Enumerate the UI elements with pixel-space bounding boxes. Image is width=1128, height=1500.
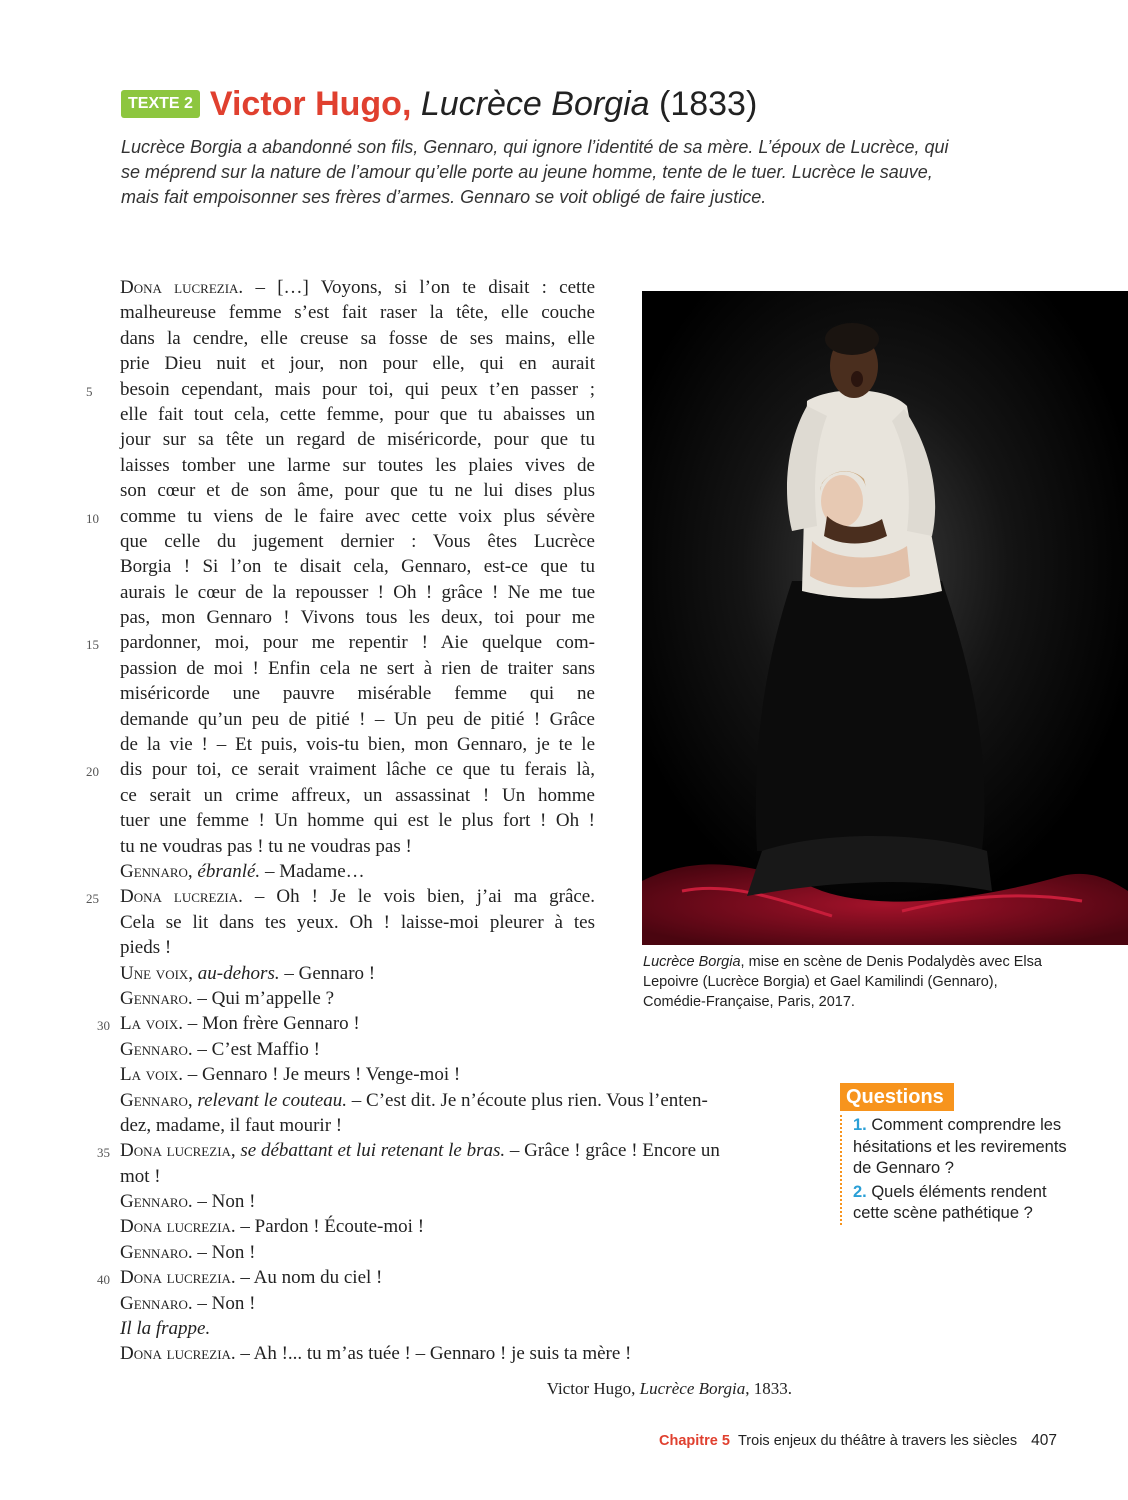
question-number: 2.: [853, 1182, 867, 1201]
line-number: 40: [97, 1272, 110, 1288]
text-line: [120, 1240, 795, 1265]
speaker: Dona lucrezia.: [120, 277, 244, 298]
footer-chapter: Chapitre 5: [659, 1433, 730, 1449]
question-item: [853, 1115, 1070, 1180]
questions-box: [840, 1083, 1070, 1227]
text-line: [120, 1062, 795, 1087]
line-text: – Non !: [192, 1241, 256, 1263]
line-text: – Non !: [192, 1191, 256, 1213]
text-line: [120, 554, 595, 579]
line-text: – Ah !... tu m’as tuée ! – Gennaro ! je suis ta mère !: [235, 1343, 632, 1365]
line-text: ce serait un crime affreux, un assassinat ! Un homme: [120, 784, 595, 806]
speaker: Dona lucrezia.: [120, 1343, 236, 1365]
line-text: – Pardon ! Écoute-moi !: [235, 1216, 425, 1238]
line-number: 35: [97, 1145, 110, 1161]
line-text: pieds !: [120, 937, 172, 959]
title-year: (1833): [659, 85, 758, 123]
question-item: [853, 1182, 1070, 1225]
text-line: [120, 351, 595, 376]
line-text: – Au nom du ciel !: [235, 1267, 383, 1289]
text-line: [120, 605, 595, 630]
text-header: [121, 84, 757, 124]
speaker: Gennaro.: [120, 987, 193, 1009]
attr-author: Victor Hugo,: [546, 1379, 640, 1398]
line-text: tuer une femme ! Un homme qui est le plus fort ! Oh !: [120, 810, 595, 832]
text-line: Gennaro, relevant le couteau. – C’est dit. Je n’écoute plus rien. Vous l’enten-: [120, 1089, 708, 1111]
line-text: laisses tomber une larme sur toutes les plaies vives de: [120, 454, 595, 476]
stage-direction: ébranlé.: [197, 860, 261, 882]
line-text: – Madame…: [260, 860, 365, 882]
question-text: Quels éléments rendent cette scène pathétique ?: [853, 1182, 1047, 1222]
text-line: [120, 275, 595, 300]
speaker: Gennaro.: [120, 1038, 193, 1060]
line-number: 10: [86, 510, 99, 526]
text-line: [97, 1011, 795, 1036]
text-line: [86, 884, 595, 909]
line-text: dez, madame, il faut mourir !: [120, 1114, 343, 1136]
line-text: – C’est Maffio !: [192, 1038, 320, 1060]
text-line: [120, 681, 595, 706]
line-text: prie Dieu nuit et jour, non pour elle, qui en aurait: [120, 353, 595, 375]
line-text: dis pour toi, ce serait vraiment lâche ce que tu ferais là,: [120, 759, 595, 781]
title-author: Victor Hugo,: [209, 85, 412, 123]
speaker: Une voix,: [120, 962, 194, 984]
text-line: [120, 326, 595, 351]
text-line: [120, 580, 595, 605]
line-text: Cela se lit dans tes yeux. Oh ! laisse-moi pleurer à tes: [120, 911, 595, 933]
text-line: [120, 1341, 795, 1366]
attr-work: Lucrèce Borgia: [639, 1379, 746, 1398]
line-text: elle fait tout cela, cette femme, pour que tu abaisses un: [120, 403, 595, 425]
line-text: demande qu’un peu de pitié ! – Un peu de pitié ! Grâce: [120, 708, 595, 730]
text-line: [120, 478, 595, 503]
speaker: Gennaro: [120, 1089, 188, 1111]
speaker: Dona lucrezia,: [120, 1140, 236, 1162]
line-text: mot !: [120, 1165, 161, 1187]
text-line: [120, 1113, 795, 1138]
line-text: – Non !: [192, 1292, 256, 1314]
photo-caption: [643, 952, 1063, 1012]
attr-year: , 1833.: [745, 1379, 792, 1398]
line-text: pas, mon Gennaro ! Vivons tous les deux, toi pour me: [120, 607, 595, 629]
line-text: son cœur et de son âme, pour que tu ne lui dises plus: [120, 480, 595, 502]
line-text: tu ne voudras pas ! tu ne voudras pas !: [120, 835, 412, 857]
line-number: 20: [86, 764, 99, 780]
page-title: [210, 84, 757, 124]
text-line: [120, 427, 595, 452]
line-text: pardonner, moi, pour me repentir ! Aie quelque com-: [120, 632, 595, 654]
line-number: 25: [86, 891, 99, 907]
text-line: [120, 1214, 795, 1239]
line-text: – C’est dit. Je n’écoute plus rien. Vous l’enten-: [347, 1089, 708, 1111]
text-line: [86, 377, 595, 402]
speaker: Dona lucrezia.: [120, 886, 243, 908]
text-line: [120, 402, 595, 427]
speaker: Gennaro: [120, 860, 188, 882]
line-text: jour sur sa tête un regard de miséricorde, pour que tu: [120, 429, 595, 451]
text-line: [120, 732, 595, 757]
title-work: Lucrèce Borgia: [420, 85, 650, 123]
text-line: [120, 300, 595, 325]
speaker: Gennaro.: [120, 1292, 193, 1314]
line-text: – Oh ! Je le vois bien, j’ai ma grâce.: [242, 886, 595, 908]
text-line: [86, 757, 595, 782]
text-line: [120, 1037, 795, 1062]
line-text: que celle du jugement dernier : Vous êtes Lucrèce: [120, 530, 595, 552]
intro-paragraph: Lucrèce Borgia a abandonné son fils, Gennaro, qui ignore l’identité de sa mère. L’époux de Lucrèce, qui se méprend sur la nature de l’amour qu’elle porte au jeune homme, tente de le tuer. Lucrèce le sauve, mais fait empoisonner ses frères d’armes. Gennaro se voit obligé de faire justice.: [121, 137, 949, 207]
stage-photo: [642, 291, 1128, 945]
text-badge: TEXTE 2: [121, 90, 200, 118]
question-text: Comment comprendre les hésitations et les revirements de Gennaro ?: [853, 1116, 1067, 1177]
line-text: dans la cendre, elle creuse sa fosse de ses mains, elle: [120, 327, 595, 349]
speaker: La voix.: [120, 1013, 183, 1035]
text-line: [120, 1291, 795, 1316]
line-text: – Gennaro !: [279, 962, 376, 984]
text-line: [120, 783, 595, 808]
caption-work: Lucrèce Borgia: [643, 954, 741, 970]
source-attribution: [120, 1379, 792, 1399]
line-text: de la vie ! – Et puis, vois-tu bien, mon Gennaro, je te le: [120, 734, 595, 756]
line-text: miséricorde une pauvre misérable femme qui ne: [120, 683, 595, 705]
stage-direction: au-dehors.: [197, 962, 280, 984]
speaker: Dona lucrezia.: [120, 1267, 236, 1289]
questions-list: [840, 1115, 1070, 1225]
speaker: Dona lucrezia.: [120, 1216, 236, 1238]
page-number: 407: [1031, 1432, 1057, 1449]
text-line: [120, 1316, 795, 1341]
text-line: Gennaro, ébranlé. – Madame…: [120, 860, 365, 882]
caption-text: , mise en scène de Denis Podalydès avec Elsa Lepoivre (Lucrèce Borgia) et Gael Kamilindi (Gennaro), Comédie-Française, Paris, 2017.: [643, 954, 1042, 1010]
line-text: – Gennaro ! Je meurs ! Venge-moi !: [183, 1064, 461, 1086]
black-dress: [756, 581, 985, 851]
text-line: [120, 1164, 795, 1189]
line-number: 15: [86, 637, 99, 653]
line-number: 5: [86, 383, 93, 399]
line-text: passion de moi ! Enfin cela ne sert à rien de traiter sans: [120, 657, 595, 679]
line-text: – Mon frère Gennaro !: [183, 1013, 360, 1035]
line-text: besoin cependant, mais pour toi, qui peux t’en passer ;: [120, 378, 595, 400]
text-line: [86, 504, 595, 529]
text-line: [120, 453, 595, 478]
line-text: malheureuse femme s’est fait raser la tête, elle couche: [120, 302, 595, 324]
text-line: [97, 1138, 795, 1163]
line-text: – Grâce ! grâce ! Encore un: [505, 1140, 720, 1162]
stage-direction: Il la frappe.: [120, 1318, 211, 1340]
text-line: [97, 1265, 795, 1290]
text-line: [120, 707, 595, 732]
stage-direction: relevant le couteau.: [197, 1089, 348, 1111]
stage-direction: se débattant et lui retenant le bras.: [240, 1140, 506, 1162]
line-text: Borgia ! Si l’on te disait cela, Gennaro, est-ce que tu: [120, 556, 595, 578]
question-number: 1.: [853, 1116, 867, 1134]
line-text: aurais le cœur de la repousser ! Oh ! grâce ! Ne me tue: [120, 581, 595, 603]
text-line: [120, 808, 595, 833]
text-line: [120, 656, 595, 681]
speaker: Gennaro.: [120, 1191, 193, 1213]
line-text: comme tu viens de le faire avec cette voix plus sévère: [120, 505, 595, 527]
text-line: [120, 529, 595, 554]
text-line: [120, 1189, 795, 1214]
line-text: – Qui m’appelle ?: [192, 987, 335, 1009]
questions-title: Questions: [840, 1083, 954, 1111]
speaker: La voix.: [120, 1064, 183, 1086]
text-line: [120, 910, 595, 935]
speaker: Gennaro.: [120, 1241, 193, 1263]
page-footer: [659, 1432, 1057, 1450]
text-line: [86, 630, 595, 655]
line-number: 30: [97, 1018, 110, 1034]
stage-photo-illustration: [642, 291, 1128, 945]
line-text: – […] Voyons, si l’on te disait : cette: [255, 277, 596, 298]
footer-title: Trois enjeux du théâtre à travers les siècles: [737, 1433, 1018, 1449]
